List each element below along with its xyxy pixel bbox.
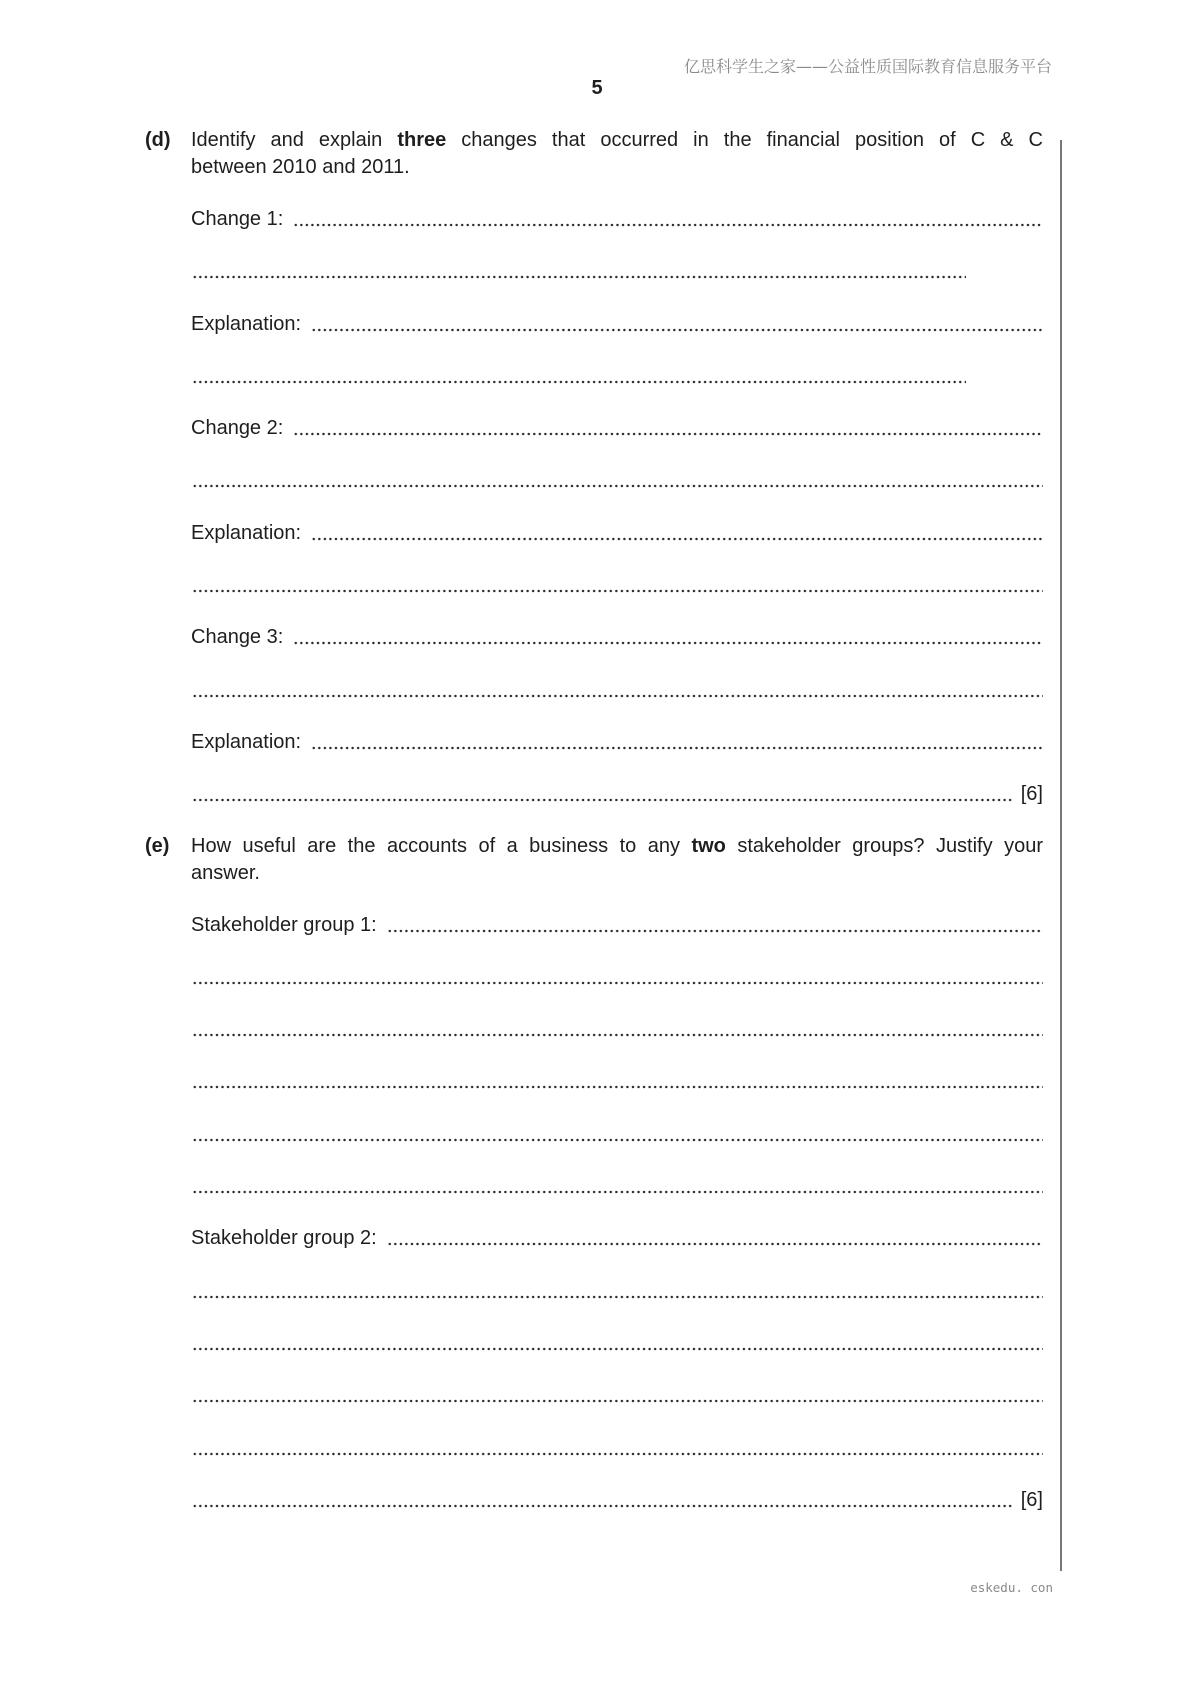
answer-label: Explanation: (191, 730, 302, 753)
answer-row (191, 454, 1043, 506)
answer-line (192, 1160, 1043, 1212)
answer-line (192, 1422, 1043, 1474)
header-watermark: 亿思科学生之家——公益性质国际教育信息服务平台 (683, 57, 1052, 76)
answer-row (191, 193, 1043, 245)
answer-row (191, 507, 1043, 559)
answer-line (293, 193, 1043, 245)
question-text-line (191, 127, 1043, 154)
answer-line (293, 402, 1043, 454)
answer-row (191, 664, 1043, 716)
answer-row (191, 899, 1043, 951)
answer-line (192, 1108, 1043, 1160)
question-e (145, 833, 1043, 1527)
answer-line (192, 1474, 1013, 1526)
answer-line (192, 1055, 1043, 1107)
answer-line (192, 768, 1013, 820)
answer-line (192, 951, 1043, 1003)
answer-row (191, 1212, 1043, 1264)
answer-label: Stakeholder group 2: (191, 1227, 377, 1250)
answer-line (192, 559, 1043, 611)
answer-row (191, 1003, 1043, 1055)
question-label: (d) (145, 129, 171, 151)
answer-line (387, 899, 1043, 951)
answer-label: Change 2: (191, 417, 284, 440)
answer-line (192, 454, 1043, 506)
answer-line (192, 350, 966, 402)
answer-row (191, 1317, 1043, 1369)
margin-rule (1060, 140, 1062, 1571)
answer-line (192, 1003, 1043, 1055)
answer-row (191, 1474, 1043, 1526)
question-text-line: between 2010 and 2011. (191, 156, 410, 178)
answer-line (192, 245, 966, 297)
answer-label: Explanation: (191, 521, 302, 544)
answer-row (191, 298, 1043, 350)
footer-watermark: eskedu. con (970, 1580, 1053, 1595)
answer-row (191, 350, 966, 402)
question-keyword: two (691, 834, 726, 857)
answer-label: Stakeholder group 1: (191, 913, 377, 936)
answer-label: Change 1: (191, 208, 284, 230)
question-text-line (191, 833, 1043, 860)
question-text: Identify and explain (191, 129, 398, 151)
question-text-line: answer. (191, 861, 260, 884)
answer-row (191, 1265, 1043, 1317)
answer-line (293, 611, 1043, 663)
marks-label: [6] (1020, 1488, 1043, 1511)
marks-label: [6] (1020, 783, 1043, 806)
answer-row (191, 1160, 1043, 1212)
answer-line (192, 1317, 1043, 1369)
answer-line (192, 1369, 1043, 1421)
answer-row (191, 768, 1043, 820)
answer-row (191, 559, 1043, 611)
answer-area (191, 899, 1043, 1527)
answer-line (311, 716, 1043, 768)
exam-content (145, 127, 1043, 1526)
question-text: stakeholder groups? Justify your (725, 834, 1043, 857)
answer-line (311, 507, 1043, 559)
answer-row (191, 951, 1043, 1003)
question-label: (e) (145, 834, 170, 857)
question-keyword: three (397, 129, 447, 151)
answer-row (191, 402, 1043, 454)
answer-row (191, 1422, 1043, 1474)
answer-row (191, 245, 966, 297)
page-number: 5 (591, 77, 603, 99)
question-text: changes that occurred in the financial position of C & C (446, 129, 1044, 151)
answer-area (191, 193, 1043, 821)
answer-label: Change 3: (191, 626, 284, 649)
answer-row (191, 1369, 1043, 1421)
answer-row (191, 611, 1043, 663)
answer-row (191, 1055, 1043, 1107)
answer-label: Explanation: (191, 312, 302, 335)
answer-line (192, 664, 1043, 716)
answer-row (191, 716, 1043, 768)
answer-line (192, 1265, 1043, 1317)
question-text: How useful are the accounts of a business to any (191, 834, 692, 857)
answer-line (387, 1212, 1043, 1264)
question-d (145, 127, 1043, 821)
answer-line (311, 298, 1043, 350)
answer-row (191, 1108, 1043, 1160)
